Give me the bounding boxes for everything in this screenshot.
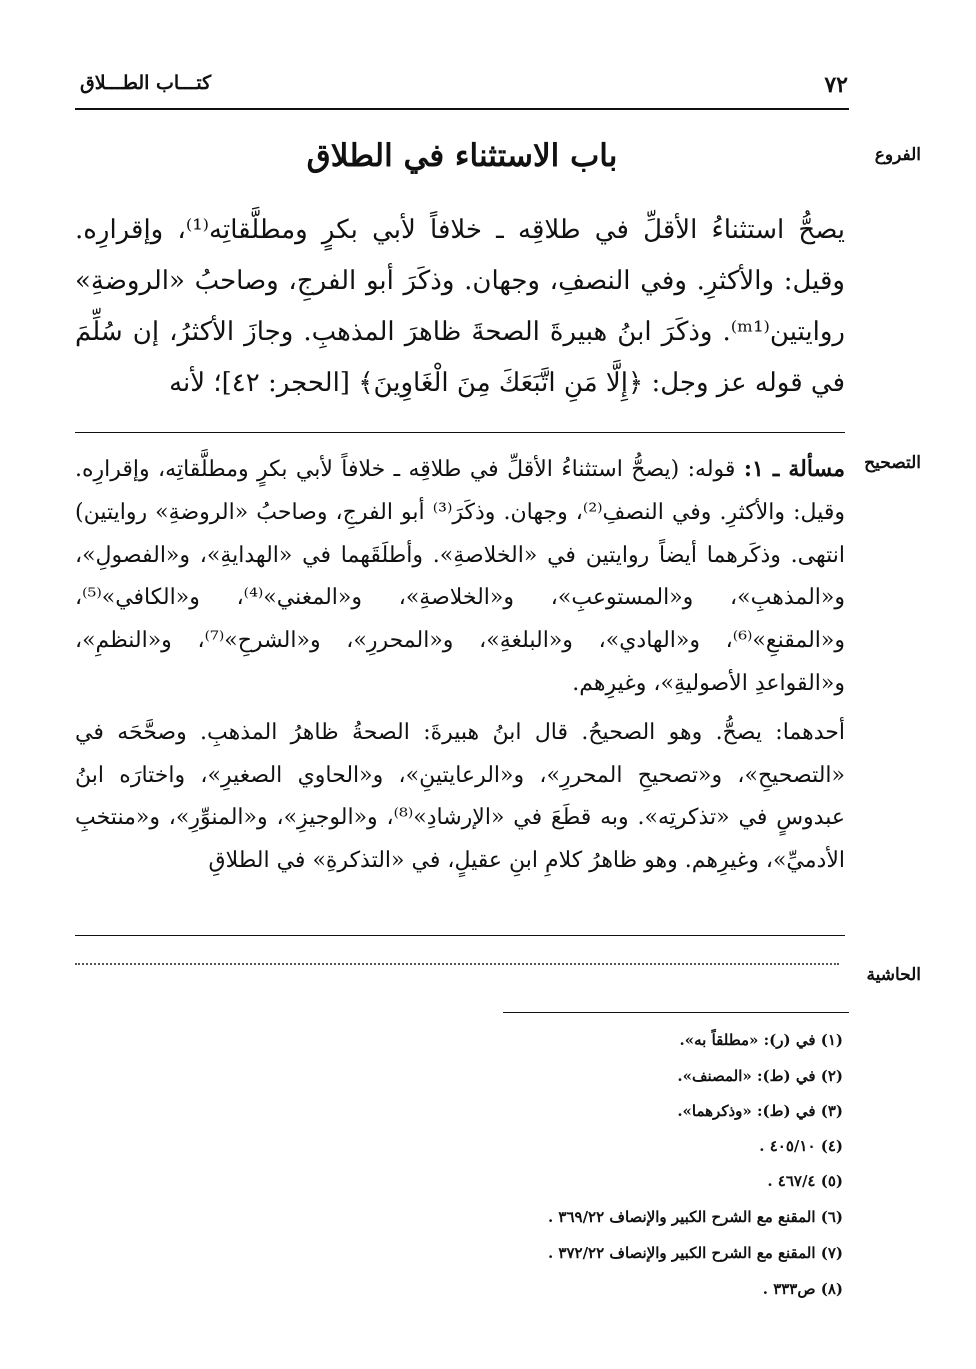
- tashih-paragraph-2: أحدهما: يصحُّ. وهو الصحيحُ. قال ابنُ هبيرةَ: الصحةُ ظاهرُ المذهبِ. وصحَّحَه في «التصحيحِ»، و«تصحيحِ المحررِ»، و«الرعايتينِ»، و«الحاوي الصغيرِ»، واختارَه ابنُ عبدوسٍ في «تذكرتِه». وبه قطَعَ في «الإرشادِ»⁽⁸⁾، و«الوجيزِ»، و«المنوِّرِ»، و«منتخبِ الأدميِّ»، وغيرِهم. وهو ظاهرُ كلامِ ابنِ عقيلٍ، في «التذكرةِ» في الطلاقِ: [75, 719, 845, 874]
- footnote: (٦) المقنع مع الشرح الكبير والإنصاف ٣٦٩/٢٢ .: [547, 1208, 843, 1226]
- side-label-hashiya: الحاشية: [866, 965, 921, 985]
- tashih-paragraph-1-text: قوله: (يصحُّ استثناءُ الأقلِّ في طلاقِه ـ خلافاً لأبي بكرٍ ومطلَّقاتِه، وإقرارِه. وقيل: والأكثرِ. وفي النصفِ⁽²⁾، وجهان. وذكَرَ⁽³⁾ أبو الفرجِ، وصاحبُ «الروضةِ» روايتين) انتهى. وذكَرهما أيضاً روايتين في «الخلاصةِ». وأطلَقَهما في «الهدايةِ»، و«الفصولِ»، و«المذهبِ»، و«المستوعبِ»، و«الخلاصةِ»، و«المغني»⁽⁴⁾، و«الكافي»⁽⁵⁾، و«المقنعِ»⁽⁶⁾، و«الهادي»، و«البلغةِ»، و«المحررِ»، و«الشرحِ»⁽⁷⁾، و«النظمِ»، و«القواعدِ الأصوليةِ»، وغيرِهم.: [75, 457, 845, 696]
- running-header-title: كتـــاب الطـــلاق: [80, 72, 212, 94]
- page-number: ٧٢: [824, 72, 848, 98]
- footnote-rule: [503, 1012, 849, 1013]
- section-divider: [75, 432, 845, 433]
- side-label-furu: الفروع: [874, 145, 921, 165]
- masala-label: مسألة ـ ١:: [743, 456, 845, 482]
- section-divider-bottom: [75, 935, 845, 936]
- tashih-text: [75, 448, 845, 883]
- footnote: (٨) ص٣٣٣ .: [762, 1280, 843, 1298]
- footnote: (٤) ٤٠٥/١٠ .: [759, 1137, 843, 1155]
- footnote: (١) في (ر): «مطلقاً به».: [679, 1031, 843, 1049]
- footnote: (٢) في (ط): «المصنف».: [677, 1067, 843, 1085]
- footnote: (٧) المقنع مع الشرح الكبير والإنصاف ٣٧٢/٢٢ .: [547, 1244, 843, 1262]
- tashih-paragraph-1: [75, 448, 845, 706]
- chapter-title: باب الاستثناء في الطلاق: [306, 138, 618, 174]
- side-label-tashih: التصحيح: [864, 453, 921, 473]
- header-rule: [75, 108, 849, 110]
- footnote: (٥) ٤٦٧/٤ .: [767, 1172, 843, 1190]
- footnote: (٣) في (ط): «وذكرهما».: [677, 1102, 843, 1120]
- hashiya-dotted-line: [75, 963, 839, 965]
- furu-text: يصحُّ استثناءُ الأقلِّ في طلاقِه ـ خلافاً لأبي بكرٍ ومطلَّقاتِه⁽¹⁾، وإقرارِه. وقيل: والأكثرِ. وفي النصفِ، وجهان. وذكَرَ أبو الفرجِ، وصاحبُ «الروضةِ» روايتين⁽ᵐ¹⁾. وذكَرَ ابنُ هبيرةَ الصحةَ ظاهرَ المذهبِ. وجازَ الأكثرُ، إن سُلِّمَ في قوله عز وجل: ﴿إِلَّا مَنِ اتَّبَعَكَ مِنَ الْغَاوِينَ﴾ [الحجر: ٤٢]؛ لأنه: [75, 215, 845, 398]
